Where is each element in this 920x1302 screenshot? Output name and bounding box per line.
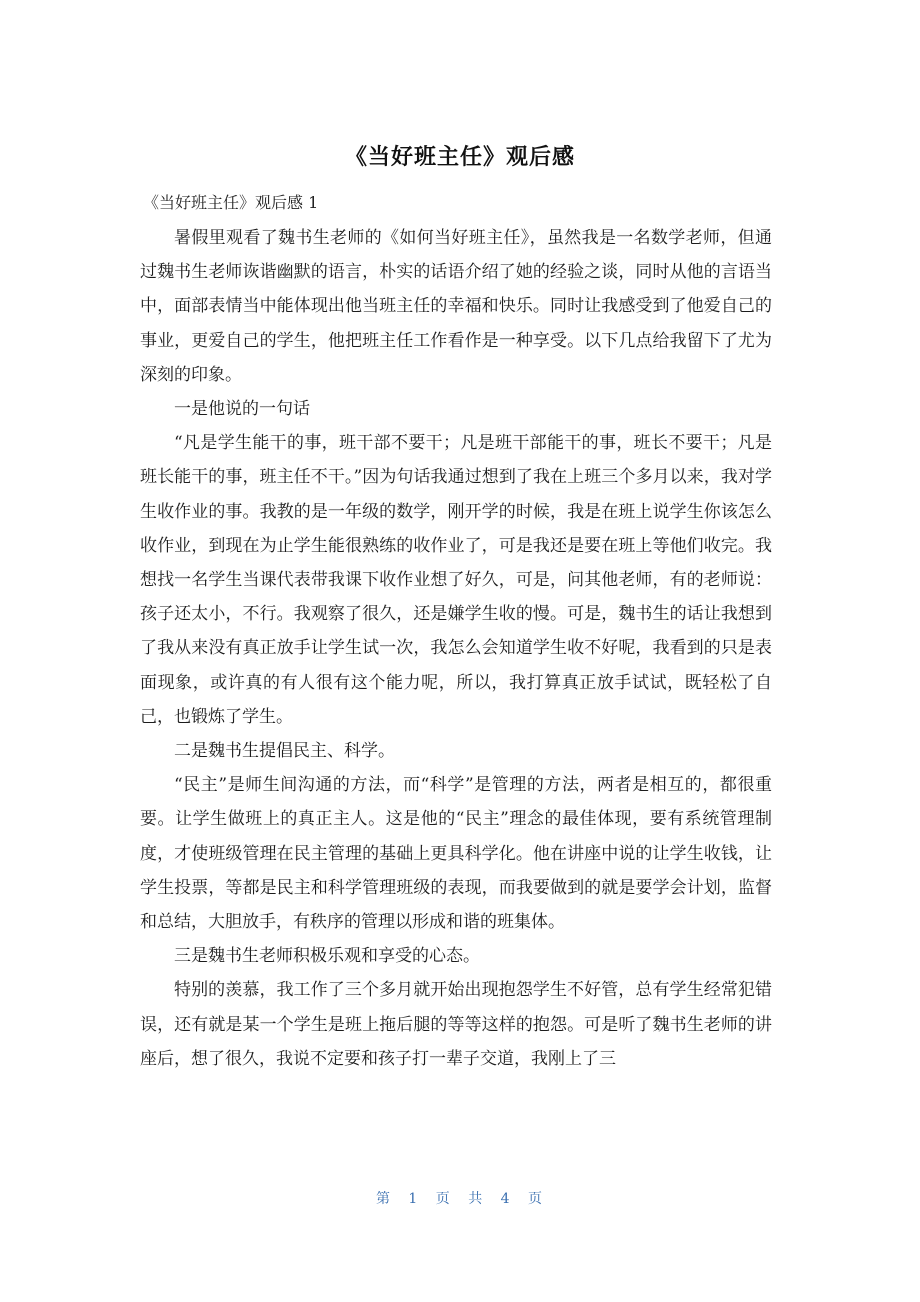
paragraph-intro: 暑假里观看了魏书生老师的《如何当好班主任》，虽然我是一名数学老师，但通过魏书生老师诙谐幽默的语言，朴实的话语介绍了她的经验之谈，同时从他的言语当中，面部表情当中能体现出他当班主任的幸福和快乐。同时让我感受到了他爱自己的事业，更爱自己的学生，他把班主任工作看作是一种享受。以下几点给我留下了尤为深刻的印象。 [140,228,772,385]
section-heading: 《当好班主任》观后感 1 [143,193,319,212]
paragraph-point-two-body: “民主”是师生间沟通的方法，而“科学”是管理的方法，两者是相互的，都很重要。让学生做班上的真正主人。这是他的“民主”理念的最佳体现，要有系统管理制度，才使班级管理在民主管理的基础上更具科学化。他在讲座中说的让学生收钱，让学生投票，等都是民主和科学管理班级的表现，而我要做到的就是要学会计划，监督和总结，大胆放手，有秩序的管理以形成和谐的班集体。 [140,775,772,933]
document-title: 《当好班主任》观后感 [344,145,575,170]
paragraph-point-three-heading: 三是魏书生老师积极乐观和享受的心态。 [174,946,480,967]
paragraph-point-one-body: “凡是学生能干的事，班干部不要干；凡是班干部能干的事，班长不要干；凡是班长能干的事，班主任不干。”因为句话我通过想到了我在上班三个多月以来，我对学生收作业的事。我教的是一年级的数学，刚开学的时候，我是在班上说学生你该怎么收作业，到现在为止学生能很熟练的收作业了，可是我还是要在班上等他们收完。我想找一名学生当课代表带我课下收作业想了好久，可是，问其他老师，有的老师说：孩子还太小，不行。我观察了很久，还是嫌学生收的慢。可是，魏书生的话让我想到了我从来没有真正放手让学生试一次，我怎么会知道学生收不好呢，我看到的只是表面现象，或许真的有人很有这个能力呢，所以，我打算真正放手试试，既轻松了自己，也锻炼了学生。 [140,433,772,727]
page-number-footer: 第 1 页 共 4 页 [375,1191,545,1207]
paragraph-point-three-body: 特别的羡慕，我工作了三个多月就开始出现抱怨学生不好管，总有学生经常犯错误，还有就是某一个学生是班上拖后腿的等等这样的抱怨。可是听了魏书生老师的讲座后，想了很久，我说不定要和孩子打一辈子交道，我刚上了三 [140,980,772,1069]
document-body [140,221,772,1076]
paragraph-point-two-heading: 二是魏书生提倡民主、科学。 [174,741,395,762]
paragraph-point-one-heading: 一是他说的一句话 [174,399,310,420]
